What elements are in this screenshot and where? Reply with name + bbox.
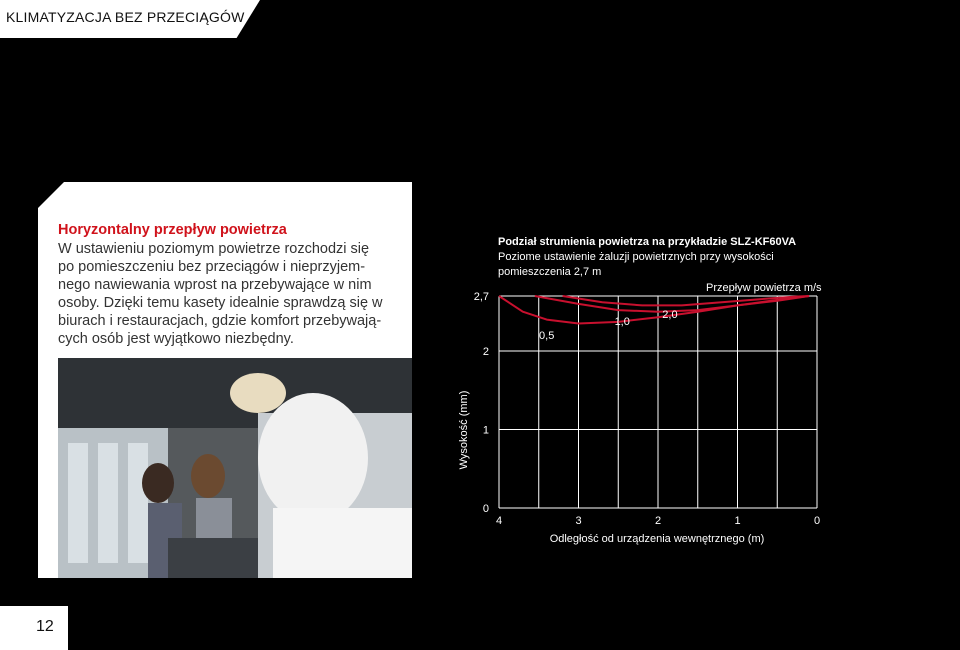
intro-line: nego nawiewania wprost na przebywające w nim: [58, 277, 372, 293]
intro-heading: Horyzontalny przepływ powietrza: [58, 222, 287, 238]
y-tick-label: 0: [482, 503, 489, 515]
x-tick-label: 3: [575, 515, 582, 527]
section-title: KLIMATYZACJA BEZ PRZECIĄGÓW: [6, 9, 245, 25]
x-tick-label: 0: [813, 515, 821, 527]
chart-title: Podział strumienia powietrza na przykładzie SLZ-KF60VA: [498, 236, 797, 248]
intro-paragraph: [58, 240, 398, 348]
y-tick-label: 2,7: [473, 291, 489, 303]
chart-grid: [499, 296, 817, 508]
chart-subtitle-line: Poziome ustawienie żaluzji powietrznych przy wysokości: [498, 251, 774, 263]
intro-line: po pomieszczeniu bez przeciągów i nieprzyjem-: [58, 259, 366, 275]
chart-subtitle-line: pomieszczenia 2,7 m: [498, 266, 602, 278]
x-tick-label: 4: [495, 515, 503, 527]
airflow-curve-label: 2,0: [662, 308, 678, 321]
intro-line: osoby. Dzięki temu kasety idealnie sprawdzą się w: [58, 295, 383, 311]
y-tick-label: 1: [482, 424, 489, 437]
airflow-curve-0-5: [499, 296, 809, 324]
chart-series: [499, 296, 809, 342]
x-tick-label: 2: [654, 515, 662, 527]
page-number: 12: [36, 618, 54, 635]
page-number-tab: [0, 606, 68, 650]
restaurant-photo-illustration: [58, 358, 412, 578]
y-tick-label: 2: [482, 345, 489, 358]
intro-line: biurach i restauracjach, gdzie komfort przebywają-: [58, 313, 382, 329]
x-axis-label: Odległość od urządzenia wewnętrznego (m): [549, 533, 765, 545]
airflow-curve-label: 1,0: [614, 316, 630, 329]
y-axis-label: Wysokość (mm): [458, 390, 470, 470]
airflow-chart: [440, 224, 860, 564]
chart-ticks: [474, 291, 820, 527]
restaurant-photo: [58, 358, 412, 578]
x-tick-label: 1: [734, 515, 741, 527]
intro-line: W ustawieniu poziomym powietrze rozchodzi się: [58, 241, 370, 257]
airflow-curve-label: 0,5: [539, 330, 555, 343]
intro-line: cych osób jest wyjątkowo niezbędny.: [58, 331, 294, 347]
chart-legend-title: Przepływ powietrza m/s: [706, 282, 822, 294]
